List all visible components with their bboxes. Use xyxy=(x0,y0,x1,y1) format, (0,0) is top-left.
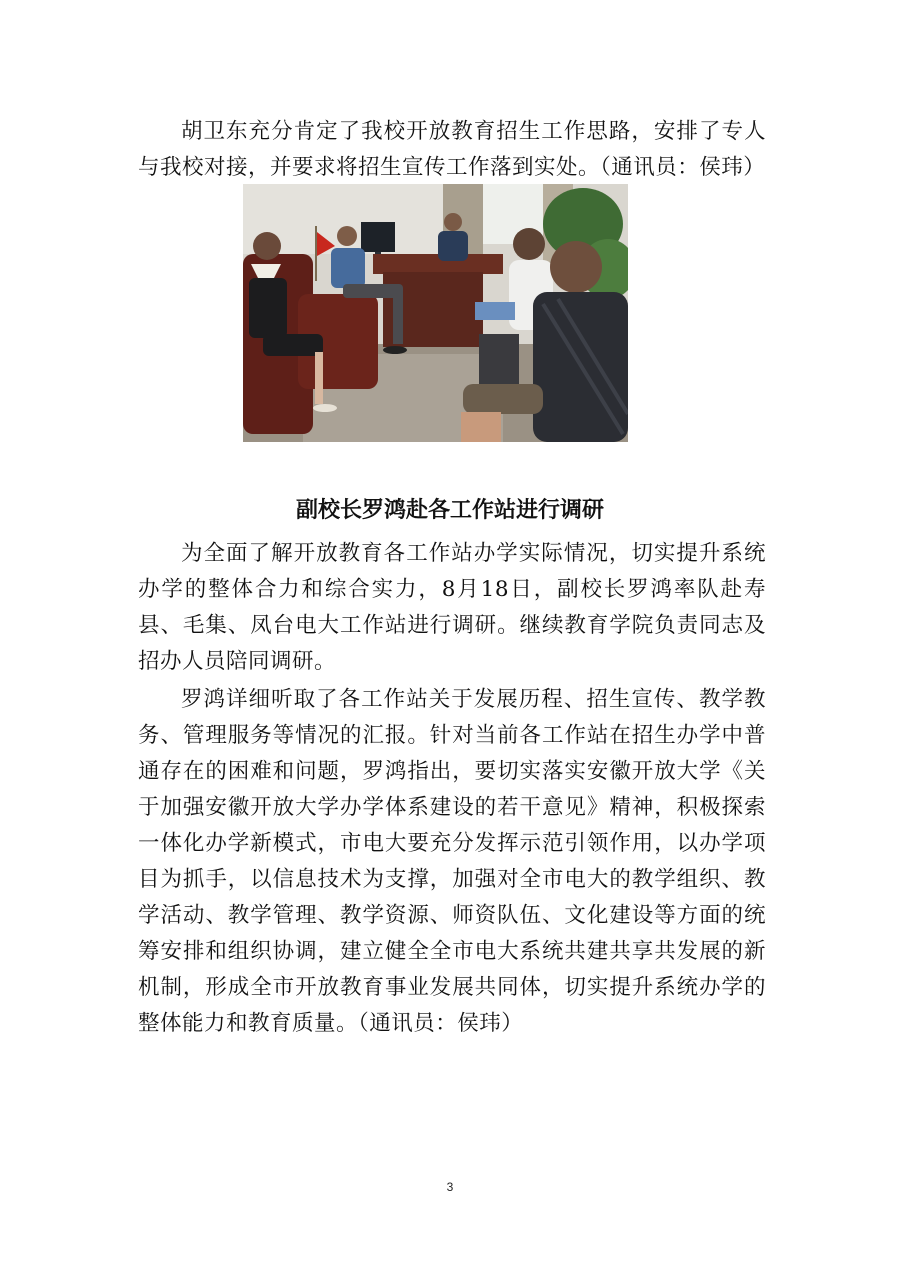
page-number: 3 xyxy=(446,1180,454,1194)
article-paragraph-2: 罗鸿详细听取了各工作站关于发展历程、招生宣传、教学教务、管理服务等情况的汇报。针对当前各工作站在招生办学中普通存在的困难和问题，罗鸿指出，要切实落实安徽开放大学《关于加强安徽开放大学办学体系建设的若干意见》精神，积极探索一体化办学新模式，市电大要充分发挥示范引领作用，以办学项目为抓手，以信息技术为支撑，加强对全市电大的教学组织、教学活动、教学管理、教学资源、师资队伍、文化建设等方面的统筹安排和组织协调，建立健全全市电大系统共建共享共发展的新机制，形成全市开放教育事业发展共同体，切实提升系统办学的整体能力和教育质量。（通讯员：侯玮） xyxy=(138,687,766,1036)
article-paragraph-1: 为全面了解开放教育各工作站办学实际情况，切实提升系统办学的整体合力和综合实力，8月18日，副校长罗鸿率队赴寿县、毛集、凤台电大工作站进行调研。继续教育学院负责同志及招办人员陪同调研。 xyxy=(138,541,766,674)
meeting-photo xyxy=(243,184,628,442)
intro-paragraph: 胡卫东充分肯定了我校开放教育招生工作思路，安排了专人与我校对接，并要求将招生宣传工作落到实处。（通讯员：侯玮） xyxy=(138,119,766,180)
article-title: 副校长罗鸿赴各工作站进行调研 xyxy=(295,498,604,523)
